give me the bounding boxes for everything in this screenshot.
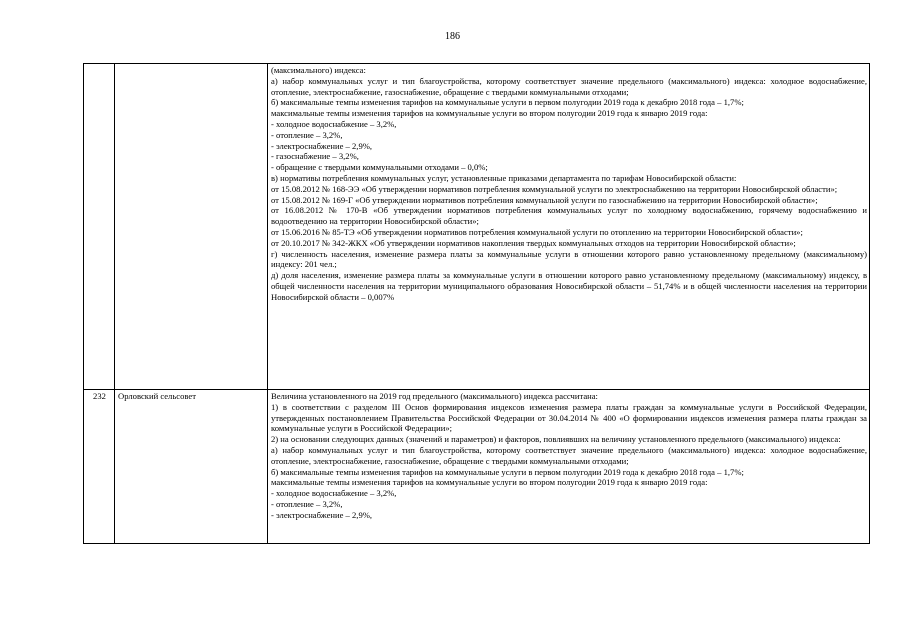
description-line: в) нормативы потребления коммунальных услуг, установленные приказами департамента по тарифам Новосибирской области: <box>271 172 737 183</box>
description-line: максимальные темпы изменения тарифов на коммунальные услуги во втором полугодии 2019 года к январю 2019 года: <box>271 477 708 488</box>
description-line: д) доля населения, изменение размера платы за коммунальные услуги в отношении которого равно установленному предельному (максимальному) индексу, в общей численности населения на территории муниципального образования Новосибирской области – 51,74% и в общей численности населения на территории Новосибирской области – 0,007% <box>271 270 867 302</box>
description-line: от 15.08.2012 № 168-ЭЭ «Об утверждении нормативов потребления коммунальной услуги по электроснабжению на территории Новосибирской области»; <box>271 183 838 194</box>
description-line: - газоснабжение – 3,2%, <box>271 151 359 162</box>
index-description-cell <box>268 390 870 544</box>
municipal-index-table <box>83 63 870 544</box>
table-row <box>84 390 870 544</box>
description-line: от 15.06.2016 № 85-ТЭ «Об утверждении нормативов потребления коммунальной услуги по отоплению на территории Новосибирской области»; <box>271 226 803 237</box>
page-number: 186 <box>445 31 460 42</box>
description-line: г) численность населения, изменение размера платы за коммунальные услуги в отношении которого равно установленному предельному (максимальному) индексу: 201 чел.; <box>271 248 867 270</box>
description-line: б) максимальные темпы изменения тарифов на коммунальные услуги в первом полугодии 2019 года к декабрю 2018 года – 1,7%; <box>271 97 744 108</box>
description-line: Величина установленного на 2019 год предельного (максимального) индекса рассчитана: <box>271 391 598 401</box>
description-line: - холодное водоснабжение – 3,2%, <box>271 118 397 129</box>
row-number-cell: 232 <box>84 390 115 544</box>
table-row <box>84 64 870 390</box>
description-line: от 20.10.2017 № 342-ЖКХ «Об утверждении нормативов накопления твердых коммунальных отходов на территории Новосибирской области»; <box>271 237 796 248</box>
description-line: - электроснабжение – 2,9%, <box>271 140 373 151</box>
description-line: - отопление – 3,2%, <box>271 129 343 140</box>
municipality-name-cell: Орловский сельсовет <box>115 390 268 544</box>
description-line: от 15.08.2012 № 169-Г «Об утверждении нормативов потребления коммунальной услуги по газоснабжению на территории Новосибирской области»; <box>271 194 818 205</box>
description-line: 1) в соответствии с разделом III Основ формирования индексов изменения размера платы граждан за коммунальные услуги в Российской Федерации, утвержденных постановлением Правительства Российской Федерации от 30.04.2014 № 400 «О формировании индексов изменения размера платы граждан за коммунальные услуги в Российской Федерации»; <box>271 401 867 434</box>
description-line: а) набор коммунальных услуг и тип благоустройства, которому соответствует значение предельного (максимального) индекса: холодное водоснабжение, отопление, электроснабжение, газоснабжение, обращение с твердыми коммунальными отходами; <box>271 75 867 97</box>
description-line: - электроснабжение – 2,9%, <box>271 509 373 520</box>
row-number-cell <box>84 64 115 390</box>
description-line: б) максимальные темпы изменения тарифов на коммунальные услуги в первом полугодии 2019 года к декабрю 2018 года – 1,7%; <box>271 466 744 477</box>
description-line: от 16.08.2012 № 170-В «Об утверждении нормативов потребления коммунальных услуг по холодному водоснабжению, горячему водоснабжению и водоотведению на территории Новосибирской области»; <box>271 205 867 227</box>
description-line: - отопление – 3,2%, <box>271 498 343 509</box>
description-line: (максимального) индекса: <box>271 65 366 75</box>
description-line: максимальные темпы изменения тарифов на коммунальные услуги во втором полугодии 2019 года к январю 2019 года: <box>271 108 708 119</box>
index-description-cell <box>268 64 870 390</box>
description-line: 2) на основании следующих данных (значений и параметров) и факторов, повлиявших на величину установленного предельного (максимального) индекса: <box>271 434 841 445</box>
description-line: - холодное водоснабжение – 3,2%, <box>271 488 397 499</box>
municipality-name-cell <box>115 64 268 390</box>
description-line: а) набор коммунальных услуг и тип благоустройства, которому соответствует значение предельного (максимального) индекса: холодное водоснабжение, отопление, электроснабжение, газоснабжение, обращение с твердыми коммунальными отходами; <box>271 444 867 466</box>
description-line: - обращение с твердыми коммунальными отходами – 0,0%; <box>271 162 488 173</box>
